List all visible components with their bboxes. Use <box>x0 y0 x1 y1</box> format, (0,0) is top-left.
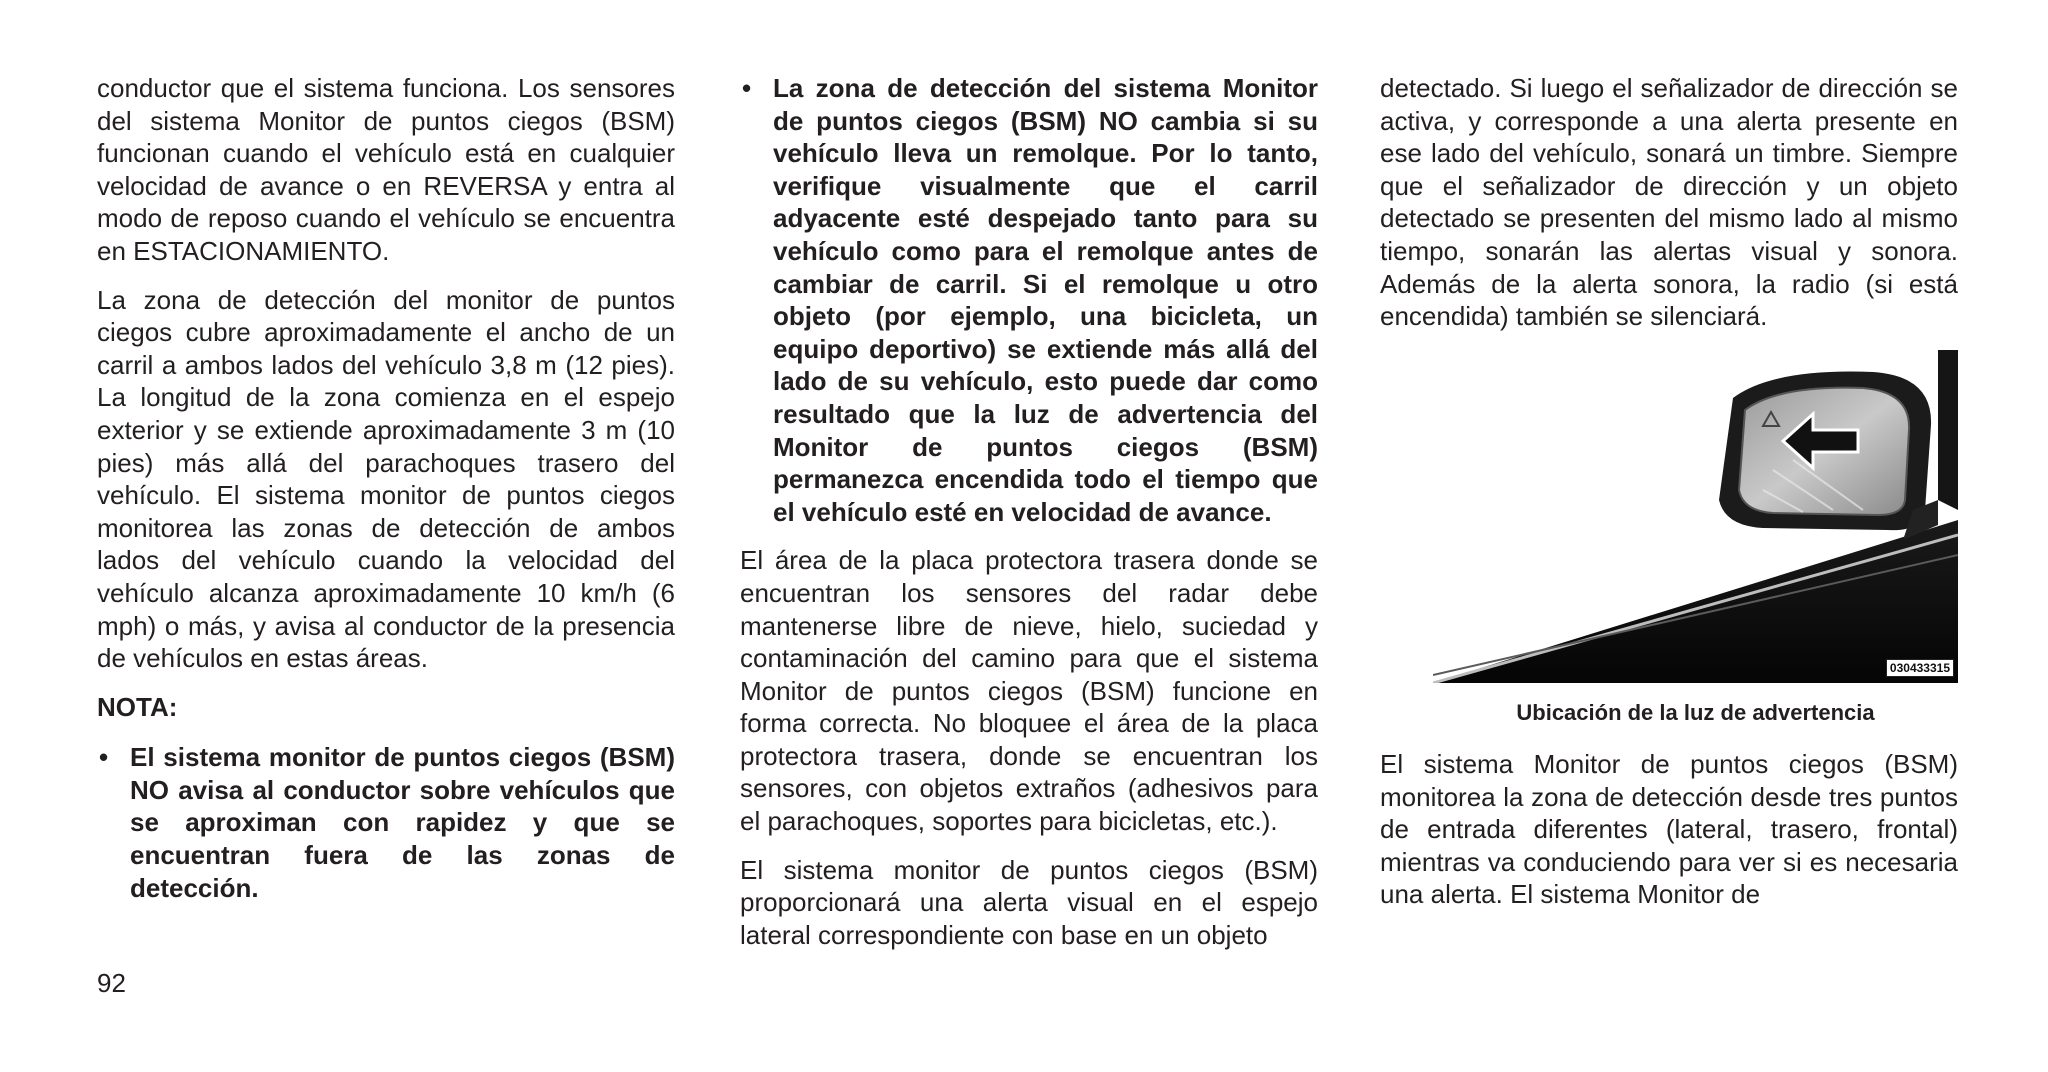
paragraph-rear-fascia: El área de la placa protectora trasera donde se encuentran los sensores del radar debe mantenerse libre de nieve, hielo, suciedad y contaminación del camino para que el sistema Monitor de puntos ciegos (BSM) funcione en forma correcta. No bloquee el área de la placa protectora trasera, donde se encuentran los sensores, con objetos extraños (adhesivos para el parachoques, soportes para bicicletas, etc.). <box>740 545 1318 837</box>
bullet-dot-icon: • <box>99 742 109 773</box>
page-number: 92 <box>97 968 126 998</box>
column-3-lower <box>1380 748 1958 927</box>
mirror-warning-figure <box>1433 350 1958 683</box>
paragraph-detection-zone: La zona de detección del monitor de puntos ciegos cubre aproximadamente el ancho de un carril a ambos lados del vehículo 3,8 m (12 pies). La longitud de la zona comienza en el espejo exterior y se extiende aproximadamente 3 m (10 pies) más allá del parachoques trasero del vehículo. El sistema monitor de puntos ciegos monitorea las zonas de detección de ambos lados del vehículo cuando la velocidad del vehículo alcanza aproximadamente 10 km/h (6 mph) o más, y avisa al conductor de la presencia de vehículos en estas áreas. <box>97 284 675 674</box>
bullet-text: El sistema monitor de puntos ciegos (BSM) NO avisa al conductor sobre vehículos que se aproximan con rapidez y que se encuentran fuera de las zonas de detección. <box>130 742 675 903</box>
note-heading: NOTA: <box>97 691 178 722</box>
note-bullet-fast-vehicles <box>97 741 675 904</box>
figure-code-label: 030433315 <box>1886 659 1954 677</box>
paragraph-entry-points: El sistema Monitor de puntos ciegos (BSM) monitorea la zona de detección desde tres puntos de entrada diferentes (lateral, trasero, frontal) mientras va conduciendo para ver si es necesaria una alerta. El sistema Monitor de <box>1380 749 1958 910</box>
bullet-dot-icon: • <box>742 73 752 103</box>
column-1 <box>97 72 675 920</box>
note-bullet-trailer <box>740 72 1318 528</box>
paragraph-visual-alert: El sistema monitor de puntos ciegos (BSM) proporcionará una alerta visual en el espejo lateral correspondiente con base en un objeto <box>740 854 1318 950</box>
mirror-illustration <box>1433 350 1958 683</box>
figure-caption: Ubicación de la luz de advertencia <box>1516 700 1875 725</box>
column-2 <box>740 72 1318 967</box>
a-pillar <box>1938 350 1958 510</box>
bullet-text: La zona de detección del sistema Monitor de puntos ciegos (BSM) NO cambia si su vehículo lleva un remolque. Por lo tanto, verifique visualmente que el carril adyacente esté despejado tanto para su vehículo como para el remolque antes de cambiar de carril. Si el remolque u otro objeto (por ejemplo, una bicicleta, un equipo deportivo) se extiende más allá del lado de su vehículo, esto puede dar como resultado que la luz de advertencia del Monitor de puntos ciegos (BSM) permanezca encendida todo el tiempo que el vehículo esté en velocidad de avance. <box>773 73 1318 527</box>
paragraph-sensors-operation: conductor que el sistema funciona. Los sensores del sistema Monitor de puntos ciegos (BSM) funcionan cuando el vehículo está en cualquier velocidad de avance o en REVERSA y entra al modo de reposo cuando el vehículo se encuentra en ESTACIONAMIENTO. <box>97 73 675 266</box>
column-3 <box>1380 72 1958 349</box>
paragraph-turn-signal-alert: detectado. Si luego el señalizador de dirección se activa, y corresponde a una alerta presente en ese lado del vehículo, sonará un timbre. Siempre que el señalizador de dirección y un objeto detectado se presenten del mismo lado al mismo tiempo, sonarán las alertas visual y sonora. Además de la alerta sonora, la radio (si está encendida) también se silenciará. <box>1380 73 1958 332</box>
